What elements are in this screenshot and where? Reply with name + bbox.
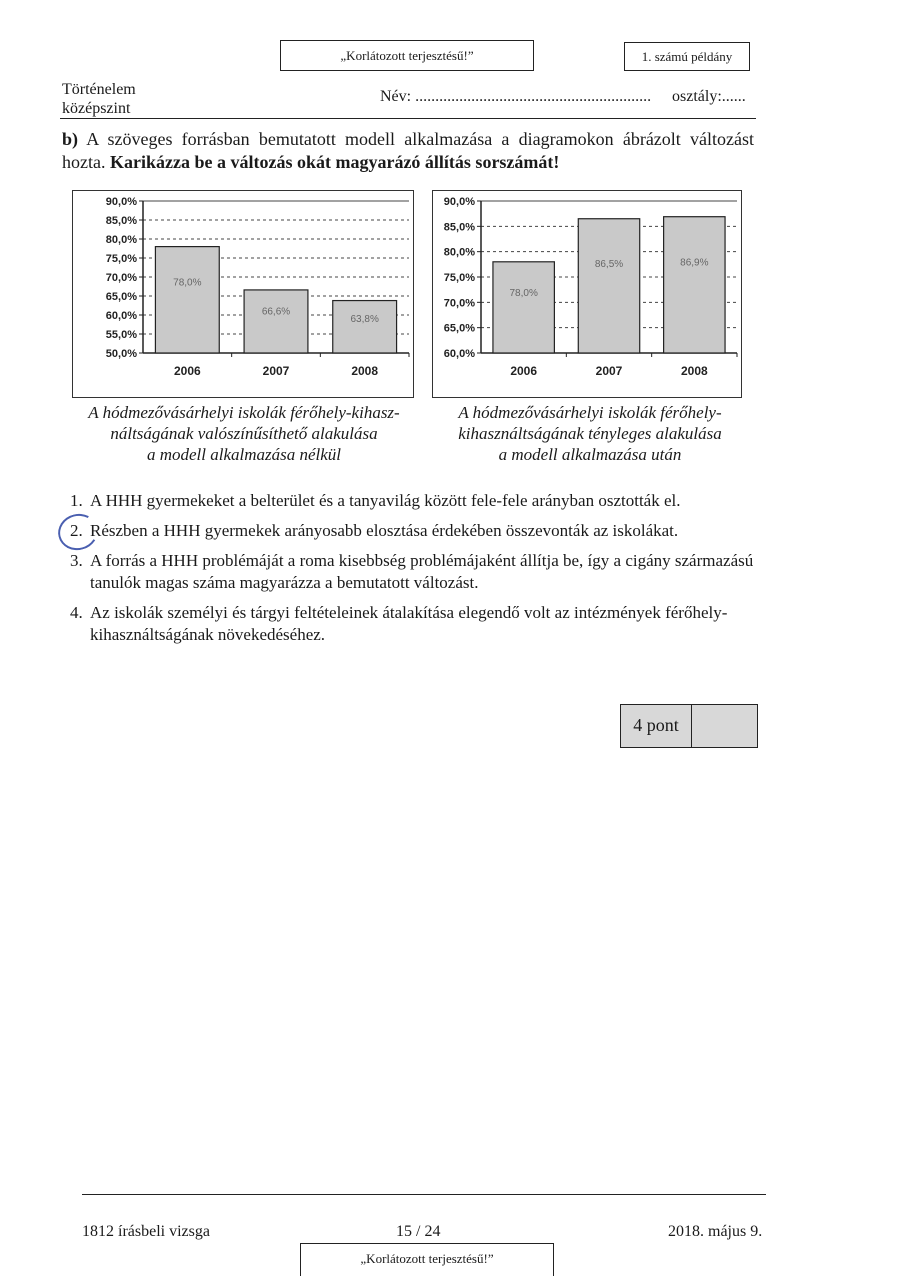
statement-number: 1. bbox=[70, 491, 83, 510]
y-tick-label: 85,0% bbox=[443, 221, 475, 234]
y-tick-label: 75,0% bbox=[443, 272, 475, 284]
y-tick-label: 55,0% bbox=[105, 329, 137, 341]
caption-line: A hódmezővásárhelyi iskolák férőhely-kihasz- bbox=[88, 403, 400, 422]
statement-text: Részben a HHH gyermekek arányosabb elosztása érdekében összevonták az iskolákat. bbox=[90, 521, 679, 540]
y-tick-label: 60,0% bbox=[105, 310, 137, 322]
points-score-field[interactable] bbox=[692, 705, 757, 747]
chart-after-model-svg bbox=[433, 191, 741, 397]
name-field-label: Név: ........................................................... bbox=[380, 88, 652, 105]
header-divider bbox=[60, 118, 756, 119]
statement-number: 2. bbox=[70, 521, 83, 540]
x-category-label: 2008 bbox=[351, 364, 379, 378]
statement-number: 4. bbox=[70, 603, 83, 622]
x-category-label: 2007 bbox=[262, 364, 290, 378]
subject-name: Történelem bbox=[62, 81, 136, 98]
caption-line: a modell alkalmazása után bbox=[498, 445, 682, 464]
question-letter: b) bbox=[62, 129, 79, 149]
x-category-label: 2007 bbox=[595, 364, 623, 378]
y-tick-label: 75,0% bbox=[105, 253, 137, 265]
copy-number-label: 1. számú példány bbox=[624, 42, 750, 71]
y-tick-label: 85,0% bbox=[105, 215, 137, 227]
restricted-distribution-label: „Korlátozott terjesztésű!” bbox=[280, 40, 534, 71]
restricted-distribution-footer: „Korlátozott terjesztésű!” bbox=[300, 1243, 554, 1276]
y-tick-label: 90,0% bbox=[443, 196, 475, 208]
caption-line: A hódmezővásárhelyi iskolák férőhely- bbox=[458, 403, 722, 422]
caption-line: náltságának valószínűsíthető alakulása bbox=[110, 424, 378, 443]
page-number: 15 / 24 bbox=[396, 1223, 441, 1240]
y-tick-label: 90,0% bbox=[105, 196, 137, 208]
subject-level bbox=[62, 80, 136, 118]
class-field-label: osztály:...... bbox=[672, 88, 746, 105]
caption-line: a modell alkalmazása nélkül bbox=[146, 445, 342, 464]
subject-level-name: középszint bbox=[62, 100, 131, 117]
statement-item[interactable] bbox=[70, 602, 760, 646]
statement-item[interactable] bbox=[70, 520, 760, 542]
y-tick-label: 65,0% bbox=[105, 291, 137, 303]
bar-data-label: 63,8% bbox=[350, 313, 379, 325]
x-category-label: 2006 bbox=[173, 364, 201, 378]
y-tick-label: 80,0% bbox=[105, 234, 137, 246]
y-tick-label: 70,0% bbox=[105, 272, 137, 284]
bar bbox=[493, 262, 554, 353]
y-tick-label: 80,0% bbox=[443, 246, 475, 259]
chart-before-model-svg bbox=[73, 191, 413, 397]
statement-text: Az iskolák személyi és tárgyi feltételeinek átalakítása elegendő volt az intézmények férőhely-kihasználtságának növekedéséhez. bbox=[90, 603, 728, 644]
chart-before-caption bbox=[72, 402, 416, 465]
statement-text: A HHH gyermekeket a belterület és a tanyavilág között fele-fele arányban osztották el. bbox=[90, 491, 681, 510]
y-tick-label: 70,0% bbox=[443, 297, 475, 310]
x-category-label: 2006 bbox=[510, 364, 538, 378]
y-tick-label: 65,0% bbox=[443, 322, 475, 335]
statement-text: A forrás a HHH problémáját a roma kisebbség problémájaként állítja be, így a cigány származású tanulók magas száma magyarázza a bemutatott változást. bbox=[90, 551, 754, 592]
chart-after-caption bbox=[432, 402, 748, 465]
points-box bbox=[620, 704, 758, 748]
bar-data-label: 78,0% bbox=[509, 287, 538, 299]
y-tick-label: 50,0% bbox=[105, 348, 137, 360]
statement-item[interactable] bbox=[70, 490, 760, 512]
statement-item[interactable] bbox=[70, 550, 760, 594]
y-tick-label: 60,0% bbox=[443, 348, 475, 360]
statement-number: 3. bbox=[70, 551, 83, 570]
bar bbox=[155, 247, 219, 353]
bar-data-label: 86,5% bbox=[594, 259, 624, 271]
chart-before-model bbox=[72, 190, 414, 398]
bar bbox=[664, 217, 725, 353]
footer-divider bbox=[82, 1194, 766, 1195]
bar-data-label: 66,6% bbox=[261, 306, 291, 318]
caption-line: kihasználtságának tényleges alakulása bbox=[458, 424, 722, 443]
bar bbox=[333, 301, 397, 353]
question-text: A szöveges forrásban bemutatott modell alkalmazása a diagramokon ábrázolt változást hozta. bbox=[62, 129, 754, 172]
bar bbox=[244, 290, 308, 353]
points-label: 4 pont bbox=[621, 705, 692, 747]
bar bbox=[578, 219, 639, 353]
question-instruction: Karikázza be a változás okát magyarázó állítás sorszámát! bbox=[109, 152, 560, 172]
x-category-label: 2008 bbox=[680, 364, 708, 378]
bar-data-label: 78,0% bbox=[173, 277, 202, 289]
exam-date: 2018. május 9. bbox=[668, 1223, 763, 1240]
chart-after-model bbox=[432, 190, 742, 398]
question-prompt bbox=[62, 128, 754, 174]
bar-data-label: 86,9% bbox=[680, 257, 709, 269]
exam-id: 1812 írásbeli vizsga bbox=[82, 1223, 210, 1240]
answer-statements bbox=[70, 490, 760, 654]
